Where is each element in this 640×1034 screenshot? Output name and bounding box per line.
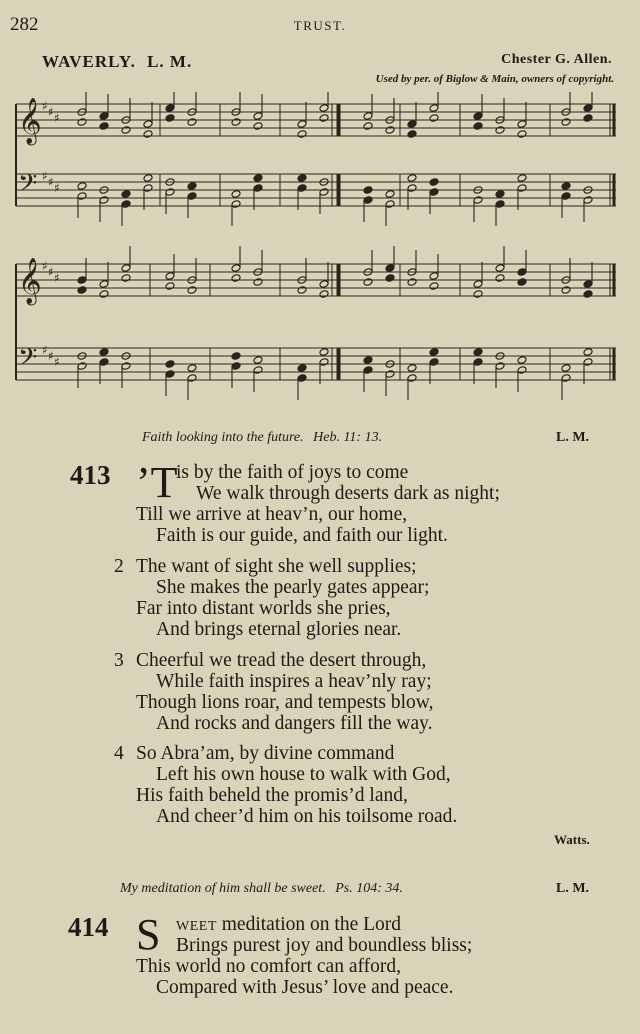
verse-line: And rocks and dangers fill the way. [156,713,433,734]
hymn-413-drop-cap: ’T [136,458,178,507]
svg-text:♯: ♯ [54,271,60,285]
copyright-notice: Used by per. of Biglow & Main, owners of copyright. [375,73,614,85]
verse-line: While faith inspires a heav’nly ray; [156,671,432,692]
svg-text:♯: ♯ [54,355,60,369]
tune-meter: L. M. [147,52,193,71]
composer: Chester G. Allen. [501,52,612,67]
running-title: TRUST. [293,18,347,33]
page-number: 282 [10,14,39,35]
verse-line: She makes the pearly gates appear; [156,577,430,598]
verse-line: Faith is our guide, and faith our light. [156,525,448,546]
svg-text:♯: ♯ [54,181,60,195]
tune-name: WAVERLY. [42,52,136,71]
svg-text:♯: ♯ [42,99,48,113]
svg-text:𝄢: 𝄢 [18,169,38,204]
svg-text:♯: ♯ [48,349,54,363]
verse-line: Brings purest joy and boundless bliss; [176,935,473,956]
svg-text:♯: ♯ [42,259,48,273]
hymn-413-verse-4 [114,743,457,827]
hymn-414-drop-cap: S [136,910,161,959]
verse-line: Compared with Jesus’ love and peace. [156,977,454,998]
verse-number: 2 [114,556,124,577]
hymn-413-meter: L. M. [556,430,590,445]
hymn-413-reference: Heb. 11: 13. [313,430,383,445]
first-line-rest: meditation on the Lord [216,914,402,935]
music-score [10,92,622,412]
verse-line: His faith beheld the promis’d land, [136,785,408,806]
verse-number: 3 [114,650,124,671]
verse-number: 4 [114,743,124,764]
hymn-414-heading [120,881,403,897]
hymn-414-verse-1 [136,935,472,998]
hymn-413-title: Faith looking into the future. [142,430,304,445]
hymn-414-meter: L. M. [556,881,590,896]
svg-text:𝄞: 𝄞 [18,258,42,304]
hymn-414-title: My meditation of him shall be sweet. [120,881,326,896]
verse-line: Till we arrive at heav’n, our home, [136,504,408,525]
first-word-smallcaps: WEET [176,919,217,934]
svg-text:♯: ♯ [48,105,54,119]
svg-text:𝄞: 𝄞 [18,98,42,144]
verse-line: And brings eternal glories near. [156,619,402,640]
hymn-413-verse-3 [114,650,433,734]
svg-text:♯: ♯ [54,111,60,125]
svg-text:𝄢: 𝄢 [18,343,38,378]
svg-text:♯: ♯ [48,265,54,279]
verse-line: Far into distant worlds she pries, [136,598,391,619]
hymn-413-verse-1 [136,483,500,546]
svg-text:♯: ♯ [48,175,54,189]
verse-line: Left his own house to walk with God, [156,764,451,785]
svg-text:♯: ♯ [42,169,48,183]
verse-line: So Abra’am, by divine command [136,743,395,764]
hymn-413-verse-2 [114,556,429,640]
verse-line: This world no comfort can afford, [136,956,401,977]
hymn-414-first-line [176,914,401,937]
verse-line: The want of sight she well supplies; [136,556,417,577]
svg-text:♯: ♯ [42,343,48,357]
hymn-413-first-line: is by the faith of joys to come [176,462,409,483]
hymn-413-number: 413 [70,460,111,490]
verse-line: Cheerful we tread the desert through, [136,650,427,671]
hymn-414-reference: Ps. 104: 34. [335,881,403,896]
hymn-413-heading [142,430,382,446]
hymn-414-number: 414 [68,912,109,942]
hymn-413-author: Watts. [554,832,590,847]
verse-line: We walk through deserts dark as night; [196,483,500,504]
tune-title [42,52,192,72]
verse-line: Though lions roar, and tempests blow, [136,692,434,713]
verse-line: And cheer’d him on his toilsome road. [156,806,458,827]
